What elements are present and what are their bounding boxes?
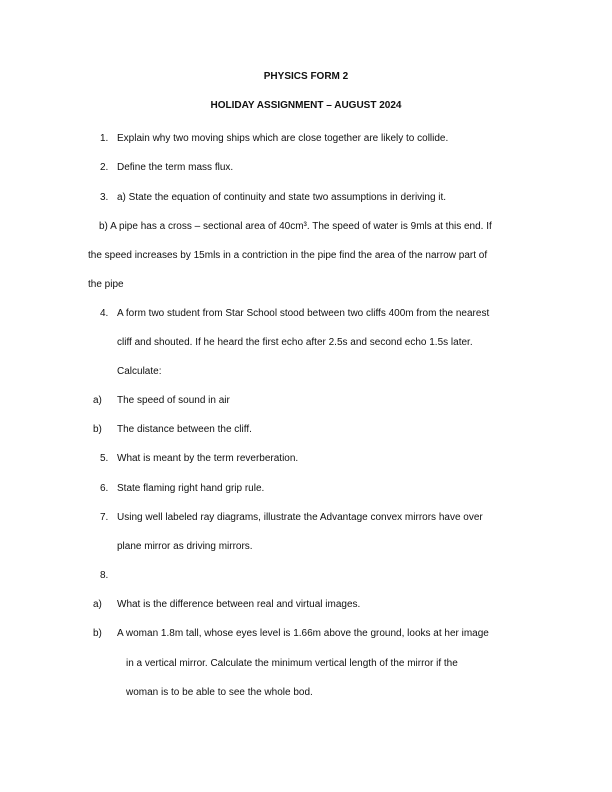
question-text: Define the term mass flux. xyxy=(117,162,234,173)
question-text: plane mirror as driving mirrors. xyxy=(117,541,253,552)
question-text: Calculate: xyxy=(117,366,162,377)
question-number: 7. xyxy=(100,512,109,523)
question-text: the pipe xyxy=(88,279,124,290)
question-text: The speed of sound in air xyxy=(117,395,230,406)
question-text: Using well labeled ray diagrams, illustrate the Advantage convex mirrors have over xyxy=(117,512,483,523)
question-text: the speed increases by 15mls in a contriction in the pipe find the area of the narrow part of xyxy=(88,250,488,261)
question-text: What is the difference between real and virtual images. xyxy=(117,599,361,610)
question-number: a) xyxy=(93,599,102,610)
question-text: in a vertical mirror. Calculate the minimum vertical length of the mirror if the xyxy=(126,658,458,669)
question-number: a) xyxy=(93,395,102,406)
question-text: A form two student from Star School stood between two cliffs 400m from the nearest xyxy=(117,308,490,319)
question-text: cliff and shouted. If he heard the first echo after 2.5s and second echo 1.5s later. xyxy=(117,337,473,348)
question-number: 1. xyxy=(100,133,109,144)
question-text: a) State the equation of continuity and state two assumptions in deriving it. xyxy=(117,192,447,203)
question-number: 6. xyxy=(100,483,109,494)
question-number: b) xyxy=(93,628,102,639)
question-number: b) xyxy=(93,424,102,435)
question-text: Explain why two moving ships which are close together are likely to collide. xyxy=(117,133,449,144)
question-text: What is meant by the term reverberation. xyxy=(117,453,299,464)
question-number: 4. xyxy=(100,308,109,319)
question-number: 3. xyxy=(100,192,109,203)
question-text: woman is to be able to see the whole bod. xyxy=(126,687,313,698)
question-text: b) A pipe has a cross – sectional area of 40cm³. The speed of water is 9mls at this end. If xyxy=(99,221,492,232)
question-number: 5. xyxy=(100,453,109,464)
document-subtitle: HOLIDAY ASSIGNMENT – AUGUST 2024 xyxy=(210,100,402,111)
question-number: 8. xyxy=(100,570,109,581)
question-text: State flaming right hand grip rule. xyxy=(117,483,265,494)
question-text: The distance between the cliff. xyxy=(117,424,252,435)
question-text: A woman 1.8m tall, whose eyes level is 1.66m above the ground, looks at her image xyxy=(117,628,489,639)
question-number: 2. xyxy=(100,162,109,173)
document-title: PHYSICS FORM 2 xyxy=(263,71,349,82)
